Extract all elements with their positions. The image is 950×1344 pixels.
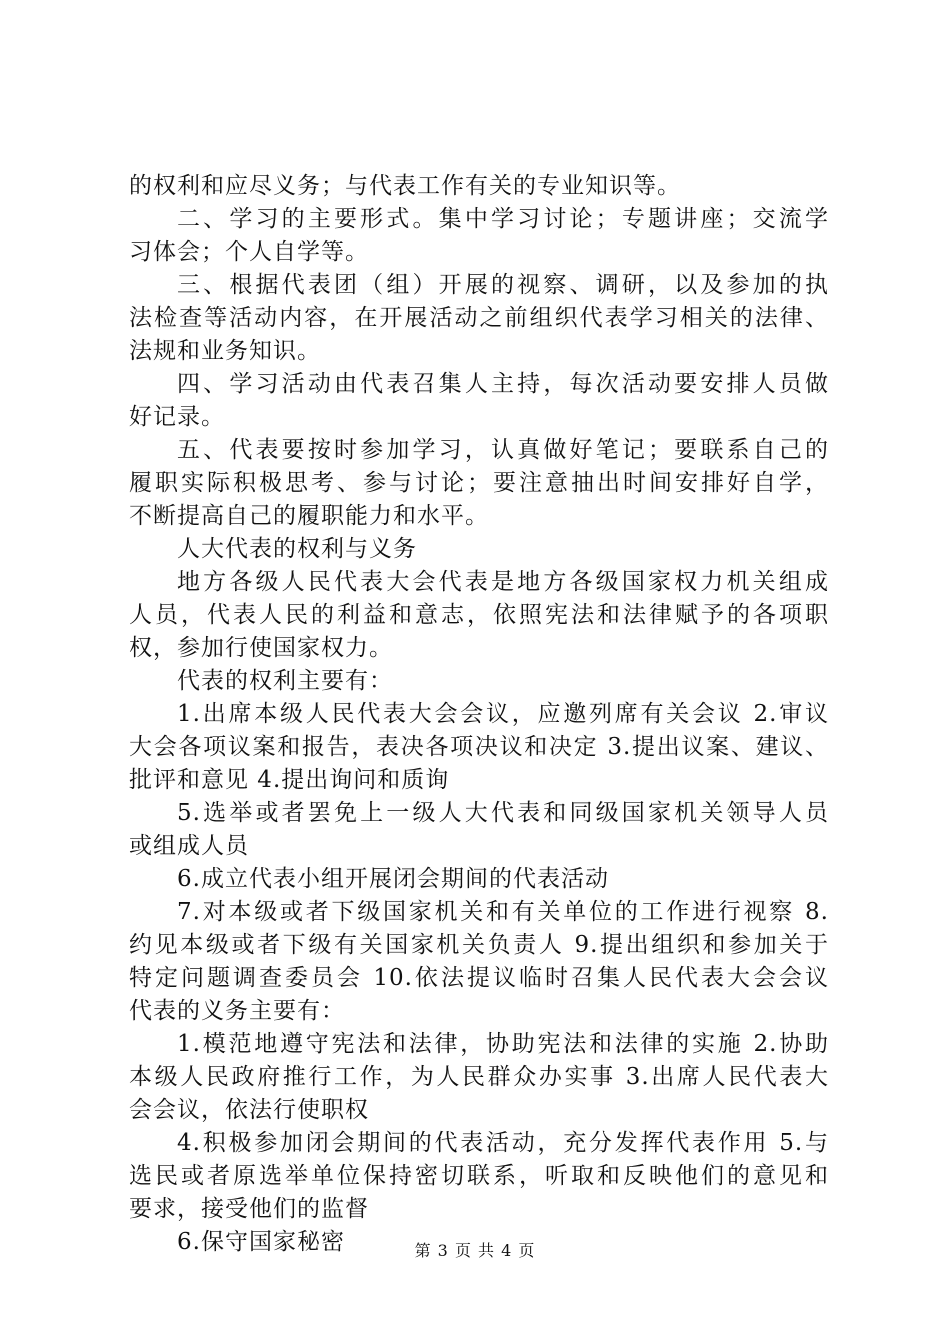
text-line: 6.保守国家秘密 bbox=[177, 1229, 345, 1255]
text-line: 代表的义务主要有： bbox=[129, 998, 345, 1024]
text-line: 大会各项议案和报告，表决各项决议和决定 3.提出议案、建议、 bbox=[129, 734, 829, 760]
text-line: 履职实际积极思考、参与讨论；要注意抽出时间安排好自学， bbox=[129, 470, 829, 496]
text-line: 会会议，依法行使职权 bbox=[129, 1097, 369, 1123]
text-line: 约见本级或者下级有关国家机关负责人 9.提出组织和参加关于 bbox=[129, 932, 829, 958]
text-line: 6.成立代表小组开展闭会期间的代表活动 bbox=[177, 866, 609, 892]
text-line: 二、学习的主要形式。集中学习讨论；专题讲座；交流学 bbox=[177, 206, 829, 232]
text-line: 四、学习活动由代表召集人主持，每次活动要安排人员做 bbox=[177, 371, 829, 397]
text-line: 习体会；个人自学等。 bbox=[129, 239, 369, 265]
text-line: 的权利和应尽义务；与代表工作有关的专业知识等。 bbox=[129, 173, 681, 199]
text-line: 1.模范地遵守宪法和法律，协助宪法和法律的实施 2.协助 bbox=[177, 1031, 829, 1057]
document-body bbox=[129, 170, 829, 1259]
text-line: 要求，接受他们的监督 bbox=[129, 1196, 369, 1222]
text-line: 不断提高自己的履职能力和水平。 bbox=[129, 503, 489, 529]
text-line: 批评和意见 4.提出询问和质询 bbox=[129, 767, 450, 793]
text-line: 4.积极参加闭会期间的代表活动，充分发挥代表作用 5.与 bbox=[177, 1130, 829, 1156]
text-line: 本级人民政府推行工作，为人民群众办实事 3.出席人民代表大 bbox=[129, 1064, 829, 1090]
text-line: 5.选举或者罢免上一级人大代表和同级国家机关领导人员 bbox=[177, 800, 829, 826]
text-line: 1.出席本级人民代表大会会议，应邀列席有关会议 2.审议 bbox=[177, 701, 829, 727]
text-line: 权，参加行使国家权力。 bbox=[129, 635, 393, 661]
text-line: 7.对本级或者下级国家机关和有关单位的工作进行视察 8. bbox=[177, 899, 829, 925]
text-line: 好记录。 bbox=[129, 404, 225, 430]
text-line: 五、代表要按时参加学习，认真做好笔记；要联系自己的 bbox=[177, 437, 829, 463]
text-line: 特定问题调查委员会 10.依法提议临时召集人民代表大会会议 bbox=[129, 965, 829, 991]
text-line: 或组成人员 bbox=[129, 833, 249, 859]
text-line: 选民或者原选举单位保持密切联系，听取和反映他们的意见和 bbox=[129, 1163, 829, 1189]
text-line: 法检查等活动内容，在开展活动之前组织代表学习相关的法律、 bbox=[129, 305, 829, 331]
text-line: 人大代表的权利与义务 bbox=[177, 536, 417, 562]
text-line: 人员，代表人民的利益和意志，依照宪法和法律赋予的各项职 bbox=[129, 602, 829, 628]
text-line: 代表的权利主要有： bbox=[177, 668, 393, 694]
page-number-footer: 第 3 页 共 4 页 bbox=[414, 1241, 536, 1260]
text-line: 地方各级人民代表大会代表是地方各级国家权力机关组成 bbox=[177, 569, 829, 595]
text-line: 法规和业务知识。 bbox=[129, 338, 321, 364]
text-line: 三、根据代表团（组）开展的视察、调研，以及参加的执 bbox=[177, 272, 829, 298]
